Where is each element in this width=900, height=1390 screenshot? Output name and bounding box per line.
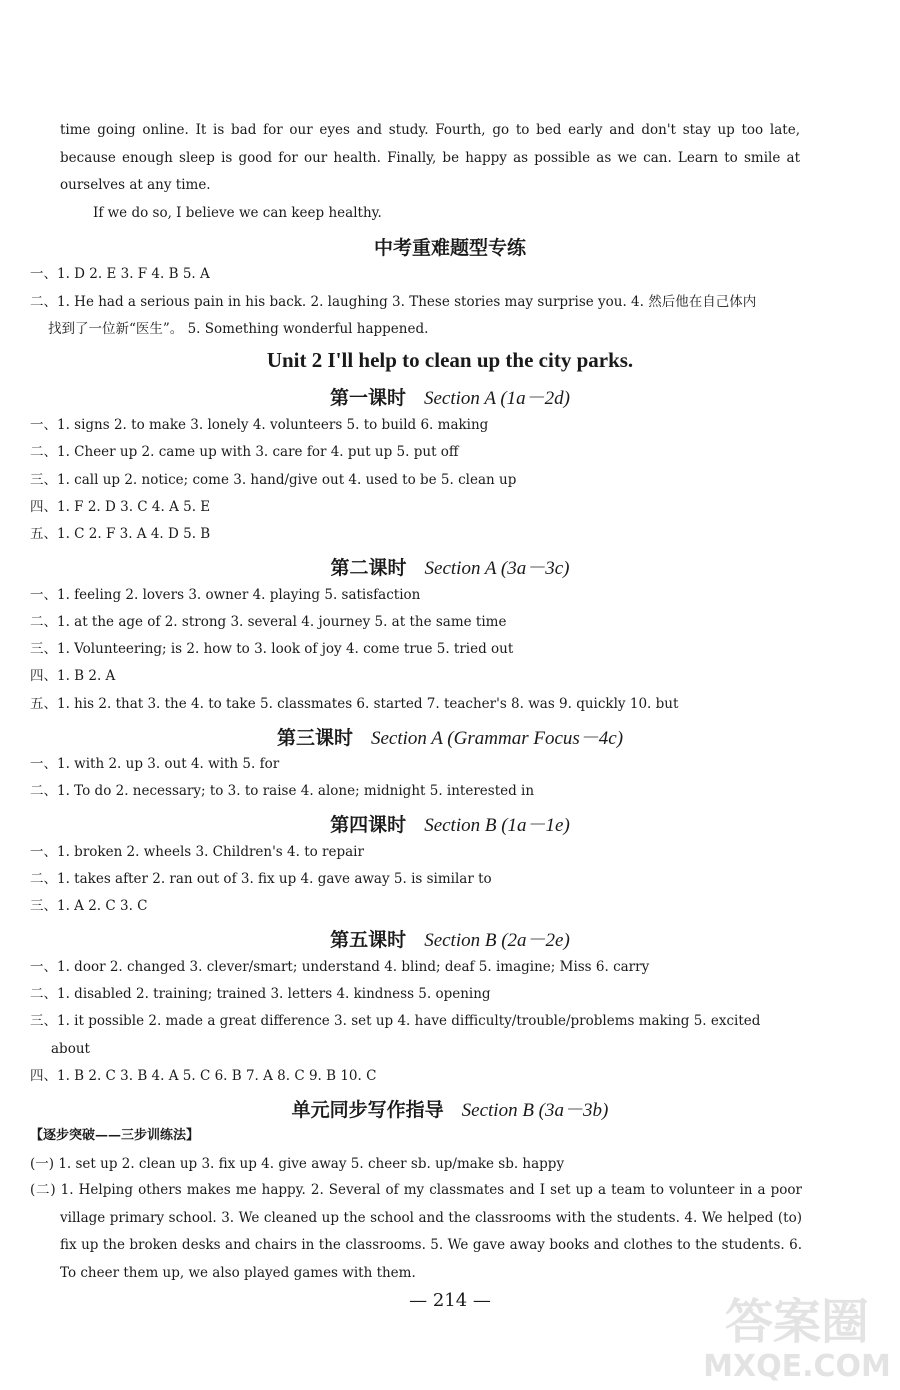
lesson3-line-1: 一、1. with 2. up 3. out 4. with 5. for: [30, 756, 280, 772]
lesson1-line-5: 五、1. C 2. F 3. A 4. D 5. B: [30, 526, 211, 542]
lesson3-heading: [0, 723, 900, 750]
lesson5-line-3a: 三、1. it possible 2. made a great difference 3. set up 4. have difficulty/trouble/problems making 5. excited: [30, 1013, 761, 1029]
watermark-logo: [702, 1276, 892, 1386]
lesson1-line-2: 二、1. Cheer up 2. came up with 3. care for 4. put up 5. put off: [30, 444, 459, 460]
writing-tag: 【逐步突破——三步训练法】: [30, 1128, 200, 1143]
intro-conclusion: If we do so, I believe we can keep healthy.: [93, 205, 382, 221]
zhongkao-line-2b: 找到了一位新“医生”。 5. Something wonderful happened.: [48, 321, 429, 337]
lesson2-section: Section A (3a－3c): [424, 558, 570, 579]
writing-line-1: (一) 1. set up 2. clean up 3. fix up 4. give away 5. cheer sb. up/make sb. happy: [30, 1156, 565, 1172]
watermark-text-url: MXQE.COM: [703, 1349, 891, 1384]
lesson3-section: Section A (Grammar Focus－4c): [370, 728, 624, 749]
intro-paragraph: time going online. It is bad for our eyes and study. Fourth, go to bed early and don't stay up too late, because enough sleep is good for our health. Finally, be happy as possible as we can. Learn to smile at ourselves at any time.: [60, 122, 800, 193]
lesson4-line-1: 一、1. broken 2. wheels 3. Children's 4. to repair: [30, 844, 364, 860]
lesson3-title: 第三课时: [276, 727, 353, 749]
lesson4-section: Section B (1a－1e): [424, 815, 570, 836]
lesson5-line-1: 一、1. door 2. changed 3. clever/smart; understand 4. blind; deaf 5. imagine; Miss 6. carry: [30, 959, 650, 975]
lesson4-line-2: 二、1. takes after 2. ran out of 3. fix up 4. gave away 5. is similar to: [30, 871, 492, 887]
writing-title: 单元同步写作指导: [291, 1099, 444, 1121]
lesson1-line-1: 一、1. signs 2. to make 3. lonely 4. volunteers 5. to build 6. making: [30, 417, 489, 433]
lesson4-title: 第四课时: [330, 814, 407, 836]
lesson2-line-1: 一、1. feeling 2. lovers 3. owner 4. playing 5. satisfaction: [30, 587, 421, 603]
lesson4-line-3: 三、1. A 2. C 3. C: [30, 898, 148, 914]
zhongkao-line-2a: 二、1. He had a serious pain in his back. 2. laughing 3. These stories may surprise you. 4. 然后他在自己体内: [30, 294, 757, 310]
writing-heading: [0, 1095, 900, 1122]
lesson2-line-3: 三、1. Volunteering; is 2. how to 3. look of joy 4. come true 5. tried out: [30, 641, 514, 657]
lesson5-line-2: 二、1. disabled 2. training; trained 3. letters 4. kindness 5. opening: [30, 986, 491, 1002]
lesson2-line-5: 五、1. his 2. that 3. the 4. to take 5. classmates 6. started 7. teacher's 8. was 9. quickly 10. but: [30, 696, 679, 712]
page-number: — 214 —: [409, 1290, 491, 1311]
lesson5-heading: [0, 925, 900, 952]
lesson4-heading: [0, 810, 900, 837]
writing-section: Section B (3a－3b): [461, 1100, 609, 1121]
lesson1-line-3: 三、1. call up 2. notice; come 3. hand/give out 4. used to be 5. clean up: [30, 472, 517, 488]
lesson5-line-3b: about: [51, 1041, 90, 1057]
lesson5-line-4: 四、1. B 2. C 3. B 4. A 5. C 6. B 7. A 8. C 9. B 10. C: [30, 1068, 377, 1084]
zhongkao-title: 中考重难题型专练: [373, 237, 526, 259]
lesson2-title: 第二课时: [330, 557, 407, 579]
lesson1-section: Section A (1a－2d): [424, 388, 570, 409]
watermark-text-main: 答案圈: [724, 1294, 870, 1350]
lesson1-title: 第一课时: [329, 387, 406, 409]
lesson5-section: Section B (2a－2e): [424, 930, 570, 951]
unit-title: Unit 2 I'll help to clean up the city parks.: [266, 348, 634, 372]
lesson5-title: 第五课时: [330, 929, 407, 951]
zhongkao-line-1: 一、1. D 2. E 3. F 4. B 5. A: [30, 266, 210, 282]
lesson1-heading: [0, 383, 900, 410]
lesson1-line-4: 四、1. F 2. D 3. C 4. A 5. E: [30, 499, 211, 515]
lesson2-line-4: 四、1. B 2. A: [30, 668, 116, 684]
writing-line-2: (二) 1. Helping others makes me happy. 2. Several of my classmates and I set up a team to volunteer in a poor village primary school. 3. We cleaned up the school and the classrooms with the students. 4. We helped (to) fix up the broken desks and chairs in the classrooms. 5. We gave away books and clothes to the students. 6. To cheer them up, we also played games with them.: [30, 1182, 802, 1281]
lesson3-line-2: 二、1. To do 2. necessary; to 3. to raise 4. alone; midnight 5. interested in: [30, 783, 535, 799]
lesson2-line-2: 二、1. at the age of 2. strong 3. several 4. journey 5. at the same time: [30, 614, 507, 630]
lesson2-heading: [0, 553, 900, 580]
